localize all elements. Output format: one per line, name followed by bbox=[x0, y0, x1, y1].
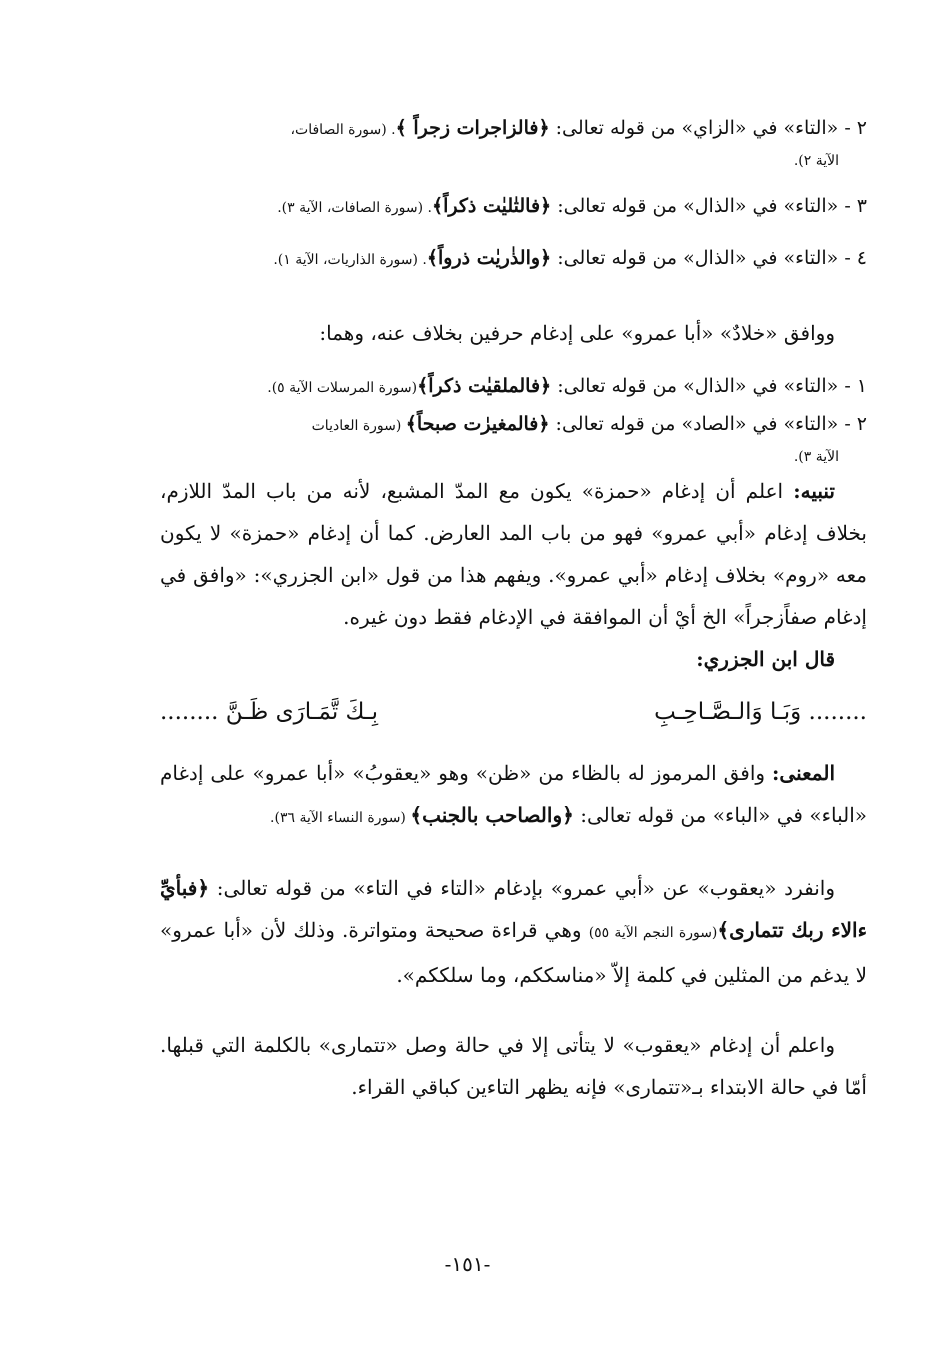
quran-verse: ﴿فالملقيٰت ذكراً﴾ bbox=[417, 375, 552, 397]
verse-reference: . (سورة الصافات، bbox=[290, 122, 396, 138]
closing-paragraph: واعلم أن إدغام «يعقوب» لا يتأتى إلا في حالة وصل «تتمارى» بالكلمة التي قبلها. أمّا في حالة الابتداء بـ«تتمارى» فإنه يظهر التاءين كباقي القراء. bbox=[160, 1033, 867, 1099]
verse-hemistich-left: بِـكَ تَّمَـارَى ظَـنَّ ........ bbox=[160, 699, 379, 725]
yaqub-intro: وانفرد «يعقوب» عن «أبي عمرو» بإدغام «التاء في التاء» من قوله تعالى: bbox=[216, 876, 835, 900]
meaning-label: المعنى: bbox=[772, 761, 835, 785]
list-item bbox=[160, 110, 867, 148]
reference-continuation: الآية ٢). bbox=[793, 153, 839, 169]
quran-verse: ﴿فالزاجرات زجراً ﴾ bbox=[395, 117, 550, 139]
paragraph-intro: ووافق «خلادٌ» «أبا عمرو» على إدغام حرفين بخلاف عنه، وهما: bbox=[319, 321, 835, 345]
item-text: ٤ - «التاء» في «الذال» من قوله تعالى: bbox=[551, 247, 867, 269]
item-text: ٣ - «التاء» في «الذال» من قوله تعالى: bbox=[551, 195, 867, 217]
list-item bbox=[160, 368, 867, 406]
list-item bbox=[160, 240, 867, 278]
page-number: -١٥١- bbox=[444, 1252, 491, 1276]
verse-hemistich-right: ........ وَبَـا وَالـصَّـاحِـبِ bbox=[654, 699, 867, 725]
verse-reference: (سورة النجم الآية ٥٥) bbox=[588, 925, 718, 941]
note-text: اعلم أن إدغام «حمزة» يكون مع المدّ المشبع، لأنه من باب المدّ اللازم، بخلاف إدغام «أبي عمرو» فهو من باب المد العارض. كما أن إدغام «حمزة» لا يكون معه «روم» بخلاف إدغام «أبي عمرو». ويفهم هذا من قول «ابن الجزري»: «وافق في إدغام صفاًزجراً» الخ أيْ أن الموافقة في الإدغام فقط دون غيره. bbox=[160, 479, 867, 629]
item-text: ١ - «التاء» في «الذال» من قوله تعالى: bbox=[551, 375, 867, 397]
list-item bbox=[160, 188, 867, 226]
reference-continuation: الآية ٣). bbox=[793, 449, 839, 465]
quran-verse: ﴿والصاحب بالجنب﴾ bbox=[410, 803, 574, 827]
item-text: ٢ - «التاء» في «الزاي» من قوله تعالى: bbox=[549, 117, 867, 139]
meaning-paragraph bbox=[160, 752, 867, 839]
verse-reference: (سورة النساء الآية ٣٦). bbox=[270, 810, 411, 826]
quran-verse: ﴿والذٰريٰت ذرواً﴾ bbox=[426, 247, 552, 269]
verse-reference: (سورة العاديات bbox=[311, 418, 406, 434]
note-paragraph bbox=[160, 470, 867, 638]
note-label: تنبيه: bbox=[793, 479, 835, 503]
verse-reference: . (سورة الصافات، الآية ٣). bbox=[277, 200, 432, 216]
yaqub-text: وهي قراءة صحيحة ومتواترة. وذلك لأن «أبا عمرو» لا يدغم من المثلين في كلمة إلاّ «مناسككم، وما سلككم». bbox=[160, 918, 867, 987]
quran-verse: ﴿فالمغيرٰت صبحاً﴾ bbox=[405, 413, 550, 435]
yaqub-paragraph bbox=[160, 867, 867, 996]
quran-verse: ﴿فبأيِّ ءالاء ربك تتمارى﴾ bbox=[160, 876, 867, 942]
poem-verse bbox=[160, 686, 867, 738]
verse-reference: (سورة المرسلات الآية ٥). bbox=[267, 380, 418, 396]
quran-verse: ﴿فالتٰليٰت ذكراً﴾ bbox=[431, 195, 552, 217]
list-item bbox=[160, 406, 867, 444]
item-text: ٢ - «التاء» في «الصاد» من قوله تعالى: bbox=[549, 413, 867, 435]
meaning-text: وافق المرموز له بالظاء من «ظن» وهو «يعقوبُ» «أبا عمرو» على إدغام «الباء» في «الباء» من قوله تعالى: bbox=[160, 761, 867, 827]
quote-heading: قال ابن الجزري: bbox=[696, 647, 835, 671]
verse-reference: . (سورة الذاريات، الآية ١). bbox=[273, 252, 427, 268]
